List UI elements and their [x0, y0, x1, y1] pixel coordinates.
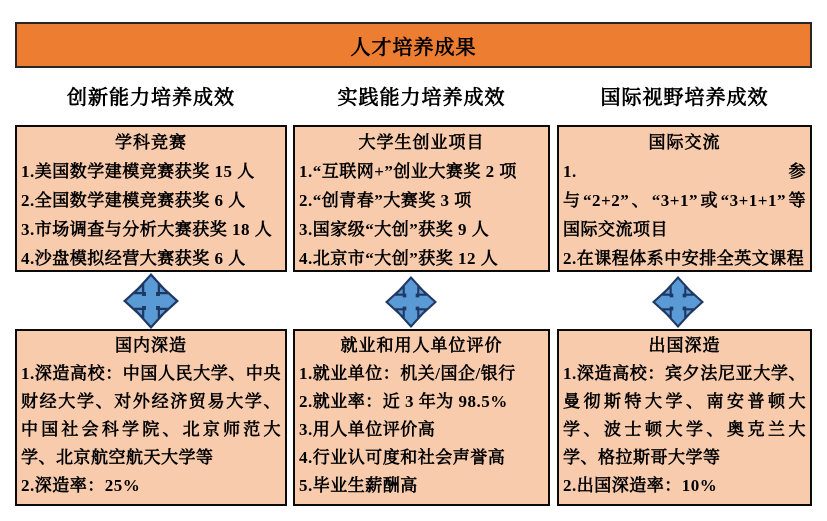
box-entrepreneurship-projects	[293, 125, 550, 272]
list-item: 1.就业单位：机关/国企/银行	[299, 364, 516, 383]
list-item: 2.“创青春”大赛奖 3 项	[299, 191, 472, 210]
quad-arrow-icon	[652, 276, 704, 328]
box-title: 出国深造	[648, 336, 721, 355]
box-title: 国际交流	[648, 133, 721, 152]
box-study-abroad	[557, 329, 812, 506]
list-item: 3.用人单位评价高	[299, 420, 436, 439]
banner	[15, 22, 812, 68]
list-item: 1.深造高校：宾夕法尼亚大学、曼彻斯特大学、南安普顿大学、波士顿大学、奥克兰大学、格拉斯哥大学等	[563, 364, 806, 467]
box-title: 就业和用人单位评价	[340, 336, 503, 355]
quad-arrow-icon	[385, 276, 437, 328]
list-item: 1.美国数学建模竞赛获奖 15 人	[21, 162, 255, 181]
box-title: 大学生创业项目	[358, 133, 485, 152]
list-item: 4.行业认可度和社会声誉高	[299, 448, 506, 467]
list-item: 2.就业率：近 3 年为 98.5%	[299, 392, 508, 411]
list-item: 2.深造率：25%	[21, 476, 141, 495]
column-header-innovation: 创新能力培养成效	[67, 87, 235, 109]
list-item: 1.深造高校：中国人民大学、中央财经大学、对外经济贸易大学、中国社会科学院、北京师范大学、北京航空航天大学等	[21, 364, 281, 467]
box-subject-competitions	[15, 125, 287, 272]
quad-arrow-icon	[123, 273, 179, 329]
list-item: 2.全国数学建模竞赛获奖 6 人	[21, 191, 246, 210]
list-item: 5.毕业生薪酬高	[299, 476, 418, 495]
column-header-international: 国际视野培养成效	[600, 87, 769, 109]
list-item: 2.出国深造率：10%	[563, 476, 718, 495]
list-item: 1.“互联网+”创业大赛奖 2 项	[299, 162, 517, 181]
list-item: 4.北京市“大创”获奖 12 人	[299, 249, 499, 268]
page-title: 人才培养成果	[350, 36, 477, 59]
box-domestic-further-study	[15, 329, 287, 506]
box-title: 国内深造	[115, 336, 187, 355]
list-item: 1.参与“2+2”、“3+1”或“3+1+1”等国际交流项目	[563, 162, 806, 239]
list-item: 4.沙盘模拟经营大赛获奖 6 人	[21, 249, 246, 268]
box-international-exchange	[557, 125, 812, 272]
list-item: 3.市场调查与分析大赛获奖 18 人	[21, 220, 273, 239]
list-item: 3.国家级“大创”获奖 9 人	[299, 220, 490, 239]
box-employment-evaluation	[293, 329, 550, 506]
box-title: 学科竞赛	[115, 133, 187, 152]
list-item: 2.在课程体系中安排全英文课程	[563, 249, 805, 268]
column-header-practice: 实践能力培养成效	[337, 87, 506, 109]
